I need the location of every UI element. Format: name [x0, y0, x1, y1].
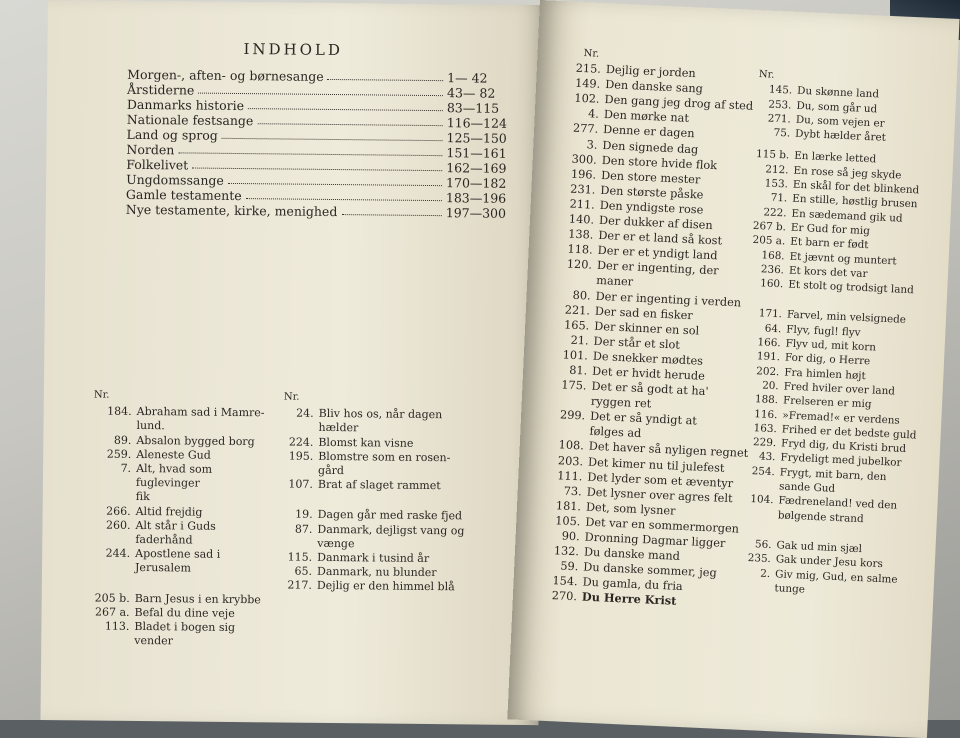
song-title: Det lyder som et æventyr [587, 470, 734, 490]
song-title: Det er så yndigt at [589, 409, 698, 428]
song-number: 19. [295, 508, 313, 522]
song-title: Den signede dag [602, 138, 699, 156]
song-number: 105. [554, 514, 581, 529]
song-number: 2. [760, 567, 771, 580]
song-title: Alt står i Guds faderhånd [135, 518, 216, 547]
song-title: Det er hvidt herude [591, 364, 706, 383]
song-title: Den store hvide flok [601, 153, 718, 172]
song-title: Et kors det var [788, 264, 868, 280]
nr-label: Nr. [93, 389, 110, 401]
song-number: 153. [764, 177, 789, 191]
song-number: 271. [767, 112, 792, 126]
song-title: Du, som vejen er [795, 113, 885, 130]
song-number [275, 421, 318, 436]
list-item [92, 547, 272, 577]
song-title: Den danske sang [604, 78, 704, 96]
song-title: Fred hviler over land [783, 380, 896, 398]
song-title: Frelseren er mig [782, 394, 872, 411]
song-number [274, 536, 317, 551]
index-column-2 [274, 390, 476, 595]
song-title: Flyv, fugl! flyv [786, 323, 861, 339]
song-number: 65. [294, 564, 313, 579]
song-title: Den største påske [600, 183, 704, 202]
song-title: tunge [774, 582, 806, 596]
song-title: Der er ingenting, der [596, 259, 719, 278]
song-number: 181. [555, 499, 582, 514]
song-number: 43. [758, 450, 776, 464]
toc-dots [328, 69, 444, 81]
song-number: 244. [105, 546, 131, 561]
song-number: 24. [296, 406, 314, 421]
song-title: Denne er dagen [602, 123, 695, 141]
song-title: Absalon bygged borg [136, 433, 255, 448]
song-title: Brat af slaget rammet [317, 478, 441, 493]
song-number: 267 b. [752, 219, 787, 234]
song-number: 211. [569, 197, 596, 212]
song-number: 138. [567, 227, 594, 242]
song-title: Det er så godt at ha' [591, 379, 709, 399]
song-title: Blomstre som en rosen- [318, 449, 451, 465]
song-number [93, 490, 136, 505]
song-title: Gak ud min sjæl [776, 539, 863, 556]
list-item [92, 518, 272, 548]
song-number: 236. [760, 263, 785, 277]
song-title: Det var en sommermorgen [585, 515, 740, 536]
toc-dots [228, 173, 442, 186]
song-title: Bladet i bogen sig vender [134, 619, 236, 648]
song-title: Den store mester [600, 168, 701, 187]
song-number: 56. [754, 538, 772, 551]
toc-range: 162—169 [446, 160, 507, 176]
song-title: En rose så jeg skyde [793, 164, 902, 182]
song-number: 222. [763, 206, 787, 220]
song-title: Det, som lysner [585, 500, 676, 518]
song-number: 254. [751, 464, 776, 478]
toc-title: Folkelivet [126, 156, 189, 173]
toc-dots [248, 98, 443, 111]
song-title: Du danske mand [583, 545, 681, 564]
song-number: 191. [756, 350, 781, 364]
toc-range: 125—150 [446, 130, 507, 146]
song-title: Bliv hos os, når dagen [318, 407, 443, 422]
toc-title: Morgen-, aften- og børnesange [127, 66, 324, 84]
song-number: 104. [750, 493, 774, 507]
song-title: Dejlig er jorden [605, 63, 696, 81]
toc-dots [192, 158, 442, 172]
song-number: 221. [564, 303, 591, 318]
song-title: fik [135, 490, 150, 504]
song-title: En skål for det blinkend [792, 178, 920, 197]
song-title: Fædreneland! ved den [778, 494, 898, 513]
index-heading: INDHOLD [243, 40, 344, 60]
song-title: Dagen går med raske fjed [317, 508, 463, 523]
song-title: Du, som går ud [796, 99, 878, 115]
song-title: Et barn er født [790, 235, 869, 252]
song-number: 149. [574, 76, 601, 91]
song-title: Barn Jesus i en krybbe [134, 591, 261, 606]
song-number: 202. [755, 364, 780, 378]
song-title: Du Herre Krist [581, 589, 677, 609]
song-number: 160. [759, 277, 784, 291]
song-title: Alt, hvad som fuglevinger [135, 461, 213, 490]
song-number: 73. [563, 484, 583, 499]
song-number: 140. [568, 212, 595, 227]
song-number: 132. [553, 544, 580, 559]
song-title: For dig, o Herre [784, 351, 871, 368]
song-number: 154. [552, 574, 578, 589]
song-title: Befal du dine veje [134, 605, 235, 620]
song-title: Der dukker af disen [598, 213, 713, 233]
song-number: 102. [574, 91, 600, 107]
song-title: Danmark, dejligst vang og [317, 522, 465, 538]
song-number: 145. [768, 83, 793, 97]
toc-title: Nationale festsange [126, 111, 254, 129]
song-number: 224. [288, 435, 314, 449]
song-title: Den mørke nat [603, 108, 690, 126]
song-number: 81. [568, 363, 588, 378]
toc-title: Ungdomssange [126, 171, 224, 188]
song-title: Dybt hælder året [794, 127, 887, 145]
song-number: 212. [765, 163, 789, 177]
song-title: Blomst kan visne [318, 435, 414, 450]
song-title: Der skinner en sol [593, 319, 700, 338]
song-title: maner [596, 274, 634, 289]
song-number [733, 579, 775, 595]
song-number: 166. [757, 336, 781, 350]
song-title: vænge [317, 536, 355, 551]
song-title: Danmark i tusind år [317, 550, 430, 566]
song-title: Frygt, mit barn, den [779, 466, 887, 483]
song-title: En sædemand gik ud [791, 207, 903, 225]
toc-range: 170—182 [446, 175, 507, 191]
song-title: Du gamla, du fria [582, 575, 683, 594]
song-title: Frydeligt med jubelkor [780, 451, 902, 470]
index-column-1 [91, 389, 274, 650]
song-number: 270. [551, 589, 578, 604]
song-number: 3. [586, 137, 598, 152]
song-number: 7. [120, 461, 132, 475]
song-title: Dejlig er den himmel blå [316, 579, 455, 594]
song-number: 59. [560, 559, 579, 574]
song-title: Dronning Dagmar ligger [584, 530, 726, 550]
list-item [91, 620, 271, 650]
song-number: 217. [287, 578, 312, 593]
song-title: En stille, høstlig brusen [791, 193, 918, 211]
song-number: 299. [559, 408, 586, 423]
nr-label: Nr. [583, 48, 600, 60]
toc-title: Land og sprog [126, 126, 218, 143]
toc-title: Danmarks historie [126, 96, 245, 114]
toc-dots [341, 204, 442, 216]
toc-title: Gamle testamente [125, 186, 242, 204]
toc-dots [178, 142, 442, 156]
right-page [507, 0, 959, 738]
list-item [274, 579, 474, 595]
song-title: Abraham sad i Mamre- [136, 405, 265, 420]
song-number: 196. [570, 167, 597, 182]
song-number: 235. [747, 552, 772, 566]
song-title: Det lysner over agres felt [586, 485, 733, 505]
toc-range: 1— 42 [447, 70, 488, 86]
toc-dots [222, 128, 443, 141]
song-number: 175. [561, 378, 587, 393]
song-title: Det haver så nyligen regnet [588, 440, 749, 461]
song-number: 115 b. [755, 148, 790, 162]
toc-row [126, 202, 516, 221]
song-title: bølgende strand [777, 508, 864, 525]
song-title: Aleneste Gud [136, 447, 211, 462]
song-number [275, 463, 318, 478]
song-number: 113. [104, 619, 130, 633]
song-title: Der står et slot [593, 334, 681, 352]
song-title: ryggen ret [590, 394, 652, 411]
song-title: Der er et land så kost [598, 229, 723, 248]
song-number: 4. [587, 107, 600, 122]
song-number: 71. [770, 192, 788, 205]
song-title: følges ad [589, 425, 642, 441]
song-number: 80. [572, 288, 591, 303]
song-number: 21. [570, 333, 589, 348]
song-title: Danmark, nu blunder [316, 565, 437, 580]
list-item [275, 478, 475, 494]
song-number: 184. [107, 404, 132, 419]
song-title: Fryd dig, du Kristi brud [780, 437, 907, 456]
song-number: 89. [113, 433, 132, 447]
song-number: 168. [761, 248, 785, 262]
song-number: 188. [754, 393, 779, 407]
song-number: 87. [294, 522, 313, 536]
song-number: 111. [557, 468, 583, 484]
song-title: Der er et yndigt land [597, 244, 718, 263]
song-number: 120. [566, 257, 593, 272]
nr-label: Nr. [283, 391, 300, 403]
toc-title: Norden [126, 141, 175, 158]
song-number: 229. [752, 436, 777, 450]
song-title: Er Gud for mig [790, 221, 871, 238]
index-column-4 [733, 68, 952, 602]
song-number: 107. [288, 477, 314, 492]
song-number: 215. [575, 61, 602, 76]
song-title: gård [318, 463, 345, 478]
song-number: 205 b. [94, 591, 130, 605]
toc-range: 83—115 [446, 100, 500, 116]
list-item [93, 462, 273, 492]
song-title: Den gang jeg drog af sted [604, 93, 754, 114]
song-title: En lærke letted [793, 150, 877, 166]
song-number: 116. [754, 407, 778, 421]
song-title: Du skønne land [796, 85, 880, 101]
song-title: Et jævnt og muntert [789, 250, 897, 267]
song-title: sande Gud [778, 480, 836, 495]
song-number: 20. [761, 379, 780, 393]
song-number: 90. [561, 529, 580, 544]
toc-range: 197—300 [445, 205, 507, 221]
song-title: Flyv ud, mit korn [785, 337, 877, 354]
song-title: Du danske sommer, jeg [583, 560, 718, 580]
song-title: Der sad en fisker [594, 304, 694, 322]
toc-range: 183—196 [445, 190, 507, 206]
song-title: Et stolt og trodsigt land [788, 278, 915, 297]
song-title: Frihed er det bedste guld [781, 423, 917, 442]
left-page [40, 0, 546, 725]
song-number: 163. [753, 421, 778, 436]
song-title: Fra himlen højt [784, 366, 866, 382]
song-title: De snekker mødtes [592, 349, 704, 368]
song-number: 266. [106, 504, 131, 518]
toc-dots [246, 188, 442, 201]
song-number: 64. [764, 322, 782, 336]
song-number: 203. [557, 453, 584, 468]
song-number: 277. [572, 122, 599, 137]
song-number: 195. [288, 449, 314, 463]
song-title: Giv mig, Gud, en salme [774, 567, 898, 586]
song-number: 115. [287, 550, 313, 564]
song-number [93, 419, 136, 434]
toc-range: 43— 82 [446, 85, 496, 101]
toc-dots [198, 83, 443, 97]
song-number: 267 a. [94, 605, 130, 619]
song-number: 260. [105, 518, 131, 532]
toc-range: 116—124 [446, 115, 508, 131]
nr-label: Nr. [758, 69, 775, 81]
song-title: lund. [136, 419, 165, 433]
section-toc [126, 67, 518, 221]
song-title: Den yndigste rose [599, 198, 704, 217]
song-title: Det kimer nu til julefest [587, 455, 725, 475]
song-number: 253. [768, 98, 792, 112]
song-title: Der er ingenting i verden [595, 289, 742, 309]
song-number: 171. [758, 307, 783, 321]
toc-range: 151—161 [446, 145, 507, 161]
song-title: Altid frejdig [135, 504, 203, 519]
song-title: Gak under Jesu kors [775, 553, 884, 571]
song-number: 300. [571, 152, 598, 167]
song-number: 108. [558, 438, 585, 453]
song-number: 101. [562, 348, 589, 363]
song-number: 165. [563, 318, 590, 333]
song-title: »Fremad!« er verdens [782, 408, 901, 427]
song-number: 75. [773, 126, 791, 140]
song-title: hælder [318, 421, 359, 435]
toc-dots [257, 113, 443, 126]
toc-title: Nye testamente, kirke, menighed [125, 201, 338, 220]
song-title: Farvel, min velsignede [786, 308, 907, 327]
song-title: Apostlene sad i Jerusalem [134, 547, 221, 575]
song-number: 231. [570, 182, 596, 197]
song-number: 118. [567, 242, 593, 257]
song-number: 259. [106, 447, 132, 461]
song-number: 205 a. [752, 234, 786, 248]
song-number [737, 506, 779, 522]
toc-title: Årstiderne [126, 81, 195, 98]
